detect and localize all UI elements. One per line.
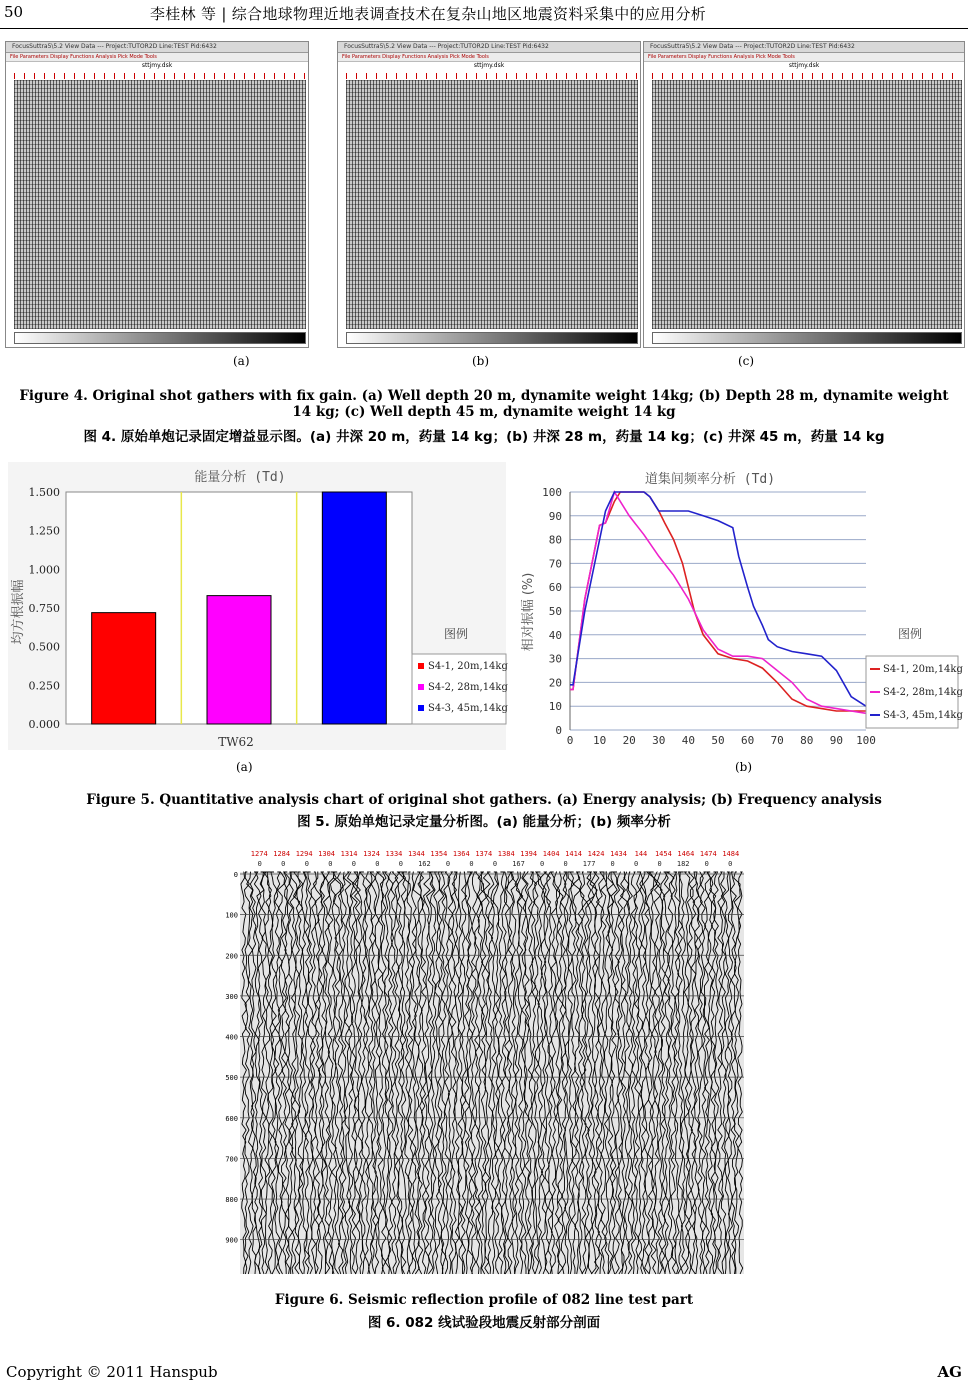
energy-chart-svg: [8, 462, 506, 750]
sublabel-a: (a): [233, 354, 250, 368]
x-tick-label: 0: [566, 734, 574, 747]
trace-label: 1384: [497, 850, 515, 858]
panel-filename: sttjmy.dsk: [141, 62, 173, 69]
x-tick-label: 40: [681, 734, 696, 747]
legend-label: S4-1, 20m,14kg: [883, 664, 963, 675]
y-tick-label: 30: [548, 652, 562, 666]
bar: [322, 492, 386, 724]
trace-count: 0: [492, 860, 498, 868]
trace-count: 162: [418, 860, 431, 868]
x-tick-label: 100: [856, 734, 876, 747]
time-tick-label: 0: [233, 871, 238, 879]
y-tick-label: 50: [548, 605, 562, 618]
trace-count: 0: [281, 860, 286, 868]
trace-label: 1274: [250, 850, 268, 858]
trace-label: 1294: [295, 850, 313, 858]
fig5-sublabel-a: (a): [236, 760, 253, 774]
sublabel-b: (b): [472, 354, 490, 368]
legend-title: 图例: [897, 627, 923, 641]
trace-count: 0: [469, 860, 474, 868]
y-tick-label: 0.500: [28, 640, 60, 654]
x-tick-label: 50: [711, 734, 725, 747]
x-axis-label: TW62: [218, 735, 254, 749]
trace-label: 1314: [340, 850, 358, 858]
y-tick-label: 60: [548, 581, 562, 595]
time-tick-label: 300: [225, 992, 238, 1001]
panel-menu-bar: File Parameters Display Functions Analysis Pick Mode Tools: [6, 53, 308, 62]
legend-label: S4-3, 45m,14kg: [883, 710, 963, 721]
trace-count: 0: [257, 860, 262, 868]
legend-label: S4-2, 28m,14kg: [428, 682, 508, 693]
trace-count: 182: [676, 860, 690, 868]
sublabel-c: (c): [738, 354, 755, 368]
chart-title: 能量分析 (Td): [194, 470, 286, 485]
frequency-chart-svg: [510, 462, 962, 750]
trace-count: 0: [304, 860, 309, 868]
page-footer: [0, 1363, 968, 1386]
x-tick-label: 20: [622, 734, 636, 747]
trace-count: 0: [539, 860, 545, 868]
y-tick-label: 10: [548, 700, 562, 714]
trace-count: 167: [512, 860, 525, 868]
y-tick-label: 40: [548, 628, 562, 642]
trace-label: 144: [634, 850, 648, 858]
page-header: [0, 0, 968, 29]
time-tick-label: 700: [225, 1155, 238, 1164]
seismic-traces: [346, 80, 638, 329]
trace-label: 1414: [565, 850, 583, 858]
trace-label: 1434: [610, 850, 627, 858]
seismic-traces: [652, 80, 962, 329]
trace-label: 1324: [363, 850, 380, 858]
gain-scale-bar: [14, 332, 306, 344]
legend-label: S4-1, 20m,14kg: [428, 661, 508, 672]
legend-swatch: [418, 705, 424, 711]
journal-abbrev: AG: [937, 1363, 962, 1381]
x-tick-label: 30: [652, 734, 666, 747]
y-tick-label: 1.250: [28, 524, 60, 538]
trace-label: 1454: [654, 850, 672, 858]
figure5-caption-en: Figure 5. Quantitative analysis chart of original shot gathers. (a) Energy analysis; (b) Frequency analysis: [86, 792, 882, 808]
x-tick-label: 70: [770, 734, 784, 747]
y-tick-label: 0.000: [28, 718, 60, 731]
trace-count: 0: [704, 860, 709, 868]
panel-window-title: FocusSuttra5\5.2 View Data --- Project:TUTOR2D Line:TEST Pid:6432: [644, 42, 964, 53]
trace-count: 0: [351, 860, 356, 868]
panel-menu-bar: File Parameters Display Functions Analysis Pick Mode Tools: [644, 53, 964, 62]
trace-label: 1304: [318, 850, 336, 858]
seismic-traces: [14, 80, 306, 329]
y-tick-label: 20: [548, 676, 562, 690]
trace-count: 0: [328, 860, 333, 868]
page-number: 50: [4, 3, 24, 21]
legend-swatch: [418, 663, 424, 669]
trace-count: 0: [610, 860, 615, 868]
shot-gather-panel-a: [5, 41, 309, 348]
time-tick-label: 200: [225, 952, 238, 961]
y-tick-label: 100: [542, 486, 562, 499]
trace-ruler: [346, 73, 638, 79]
trace-label: 1334: [385, 850, 403, 858]
trace-label: 1394: [520, 850, 538, 858]
trace-count: 0: [375, 860, 380, 868]
frequency-chart: [510, 462, 962, 750]
figure6-caption-en: Figure 6. Seismic reflection profile of 082 line test part: [274, 1292, 694, 1308]
copyright: Copyright © 2011 Hanspub: [6, 1363, 218, 1381]
gain-scale-bar: [652, 332, 962, 344]
fig5-sublabel-b: (b): [735, 760, 753, 774]
trace-count: 0: [445, 860, 451, 868]
time-tick-label: 500: [225, 1074, 238, 1083]
trace-label: 1364: [452, 850, 470, 858]
seismic-profile-svg: [225, 848, 744, 1276]
energy-chart: [8, 462, 506, 750]
legend-label: S4-2, 28m,14kg: [883, 687, 963, 698]
y-axis-label: 相对振幅 (%): [521, 572, 536, 652]
time-tick-label: 900: [225, 1236, 238, 1245]
legend-title: 图例: [443, 627, 469, 641]
trace-count: 177: [582, 860, 596, 868]
seismic-profile: [225, 848, 744, 1276]
time-tick-label: 100: [225, 911, 238, 920]
x-tick-label: 10: [592, 734, 607, 747]
trace-label: 1424: [587, 850, 605, 858]
chart-title: 道集间频率分析 (Td): [644, 472, 776, 487]
figure6-caption-zh: 图 6. 082 线试验段地震反射部分剖面: [367, 1315, 601, 1331]
time-tick-label: 800: [225, 1196, 238, 1205]
panel-filename: sttjmy.dsk: [473, 62, 505, 69]
shot-gather-panel-c: [643, 41, 965, 348]
trace-label: 1354: [430, 850, 448, 858]
y-tick-label: 0.250: [28, 679, 60, 693]
x-tick-label: 90: [829, 734, 844, 747]
y-tick-label: 1.000: [28, 563, 60, 577]
figure4-caption-zh: 图 4. 原始单炮记录固定增益显示图。(a) 井深 20 m，药量 14 kg；(b) 井深 28 m，药量 14 kg；(c) 井深 45 m，药量 14 kg: [83, 429, 885, 445]
figure4-caption-en: Figure 4. Original shot gathers with fix gain. (a) Well depth 20 m, dynamite weight 14kg; (b) Depth 28 m, dynamite weight 14 kg; (c) Well depth 45 m, dynamite weight 14 kg: [19, 388, 949, 420]
trace-label: 1344: [407, 850, 425, 858]
panel-filename: sttjmy.dsk: [788, 62, 820, 69]
trace-count: 0: [728, 860, 733, 868]
y-tick-label: 80: [548, 533, 562, 547]
trace-ruler: [652, 73, 962, 79]
y-tick-label: 0: [555, 724, 562, 737]
bar: [207, 596, 271, 724]
running-title: 李桂林 等 | 综合地球物理近地表调查技术在复杂山地区地震资料采集中的应用分析: [150, 5, 707, 23]
trace-count: 0: [634, 860, 639, 868]
trace-count: 0: [398, 860, 404, 868]
panel-window-title: FocusSuttra5\5.2 View Data --- Project:TUTOR2D Line:TEST Pid:6432: [338, 42, 640, 53]
panel-menu-bar: File Parameters Display Functions Analysis Pick Mode Tools: [338, 53, 640, 62]
y-tick-label: 70: [548, 557, 562, 571]
legend-label: S4-3, 45m,14kg: [428, 703, 508, 714]
trace-label: 1464: [677, 850, 695, 858]
bar: [92, 613, 156, 724]
time-tick-label: 400: [225, 1033, 238, 1042]
x-tick-label: 60: [740, 734, 755, 747]
y-tick-label: 1.500: [28, 486, 60, 499]
gain-scale-bar: [346, 332, 638, 344]
trace-label: 1284: [273, 850, 291, 858]
shot-gather-panel-b: [337, 41, 641, 348]
y-tick-label: 0.750: [28, 602, 60, 615]
trace-count: 0: [563, 860, 568, 868]
figure5-caption-zh: 图 5. 原始单炮记录定量分析图。(a) 能量分析；(b) 频率分析: [297, 814, 671, 830]
y-tick-label: 90: [548, 509, 562, 523]
trace-ruler: [14, 73, 306, 79]
time-tick-label: 600: [225, 1114, 238, 1123]
legend-swatch: [418, 684, 424, 690]
trace-label: 1404: [542, 850, 560, 858]
y-axis-label: 均方根振幅: [11, 579, 26, 645]
trace-label: 1474: [699, 850, 717, 858]
panel-window-title: FocusSuttra5\5.2 View Data --- Project:TUTOR2D Line:TEST Pid:6432: [6, 42, 308, 53]
trace-label: 1374: [475, 850, 493, 858]
trace-label: 1484: [722, 850, 740, 858]
trace-count: 0: [657, 860, 662, 868]
x-tick-label: 80: [800, 734, 814, 747]
